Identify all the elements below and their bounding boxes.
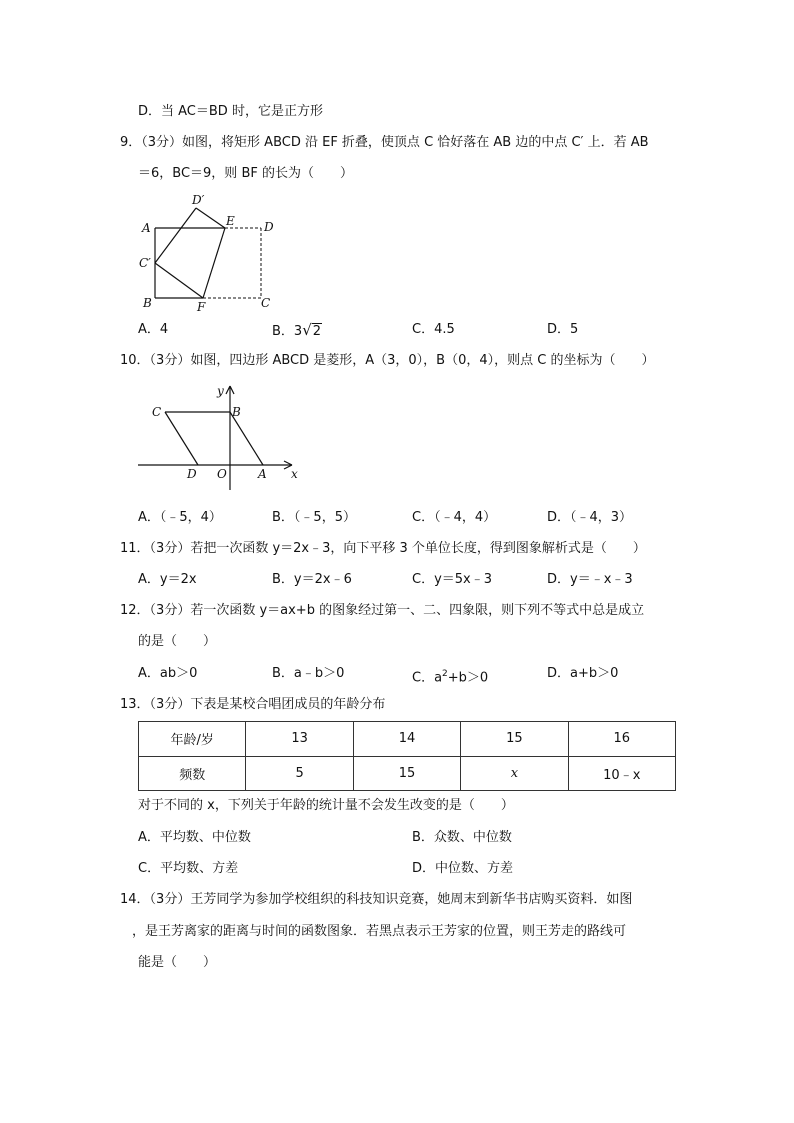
q12-option-c-exponent: 2 (442, 669, 448, 679)
q12-option-c (412, 666, 488, 686)
q12-option-c-prefix: C．a (412, 670, 443, 686)
q11-option-b: B．y＝2x﹣6 (272, 572, 352, 587)
q10-label-b: B (232, 405, 241, 419)
q10-label-a: A (258, 467, 267, 481)
q10-label-y: y (217, 384, 224, 398)
q13-option-b: B．众数、中位数 (412, 830, 512, 845)
q9-label-d1: D′ (192, 193, 205, 207)
q13-stem-line1: 13．（3分）下表是某校合唱团成员的年龄分布 (120, 697, 386, 712)
q10-option-b: B．（﹣5，5） (272, 510, 356, 525)
q9-label-a: A (142, 221, 151, 235)
table-cell: 14 (353, 722, 460, 757)
q9-label-e: E (226, 214, 235, 228)
table-cell: 10﹣x (568, 756, 675, 791)
q9-edge-d1e (196, 208, 225, 228)
table-cell: 频数 (139, 756, 246, 791)
table-cell: x (461, 756, 568, 791)
q10-label-x: x (291, 467, 298, 481)
q9-label-c: C (261, 296, 271, 310)
q10-option-a: A．（﹣5，4） (138, 510, 222, 525)
q10-edge-ba (230, 412, 263, 465)
q10-edge-cd (165, 412, 198, 465)
q13-option-c: C．平均数、方差 (138, 861, 239, 876)
q11-stem-line1: 11．（3分）若把一次函数 y＝2x﹣3，向下平移 3 个单位长度，得到图象解析式是（ ） (120, 541, 646, 556)
q9-option-b-radicand: 2 (312, 324, 322, 339)
age-distribution-table (138, 721, 676, 791)
q11-option-c: C．y＝5x﹣3 (412, 572, 493, 587)
q9-stem-line2: ＝6，BC＝9，则 BF 的长为（ ） (138, 166, 353, 181)
q14-stem-line3: 能是（ ） (138, 955, 217, 970)
q9-edge-fc1 (155, 263, 203, 298)
table-cell: 年龄/岁 (139, 722, 246, 757)
q10-option-d: D．（﹣4，3） (547, 510, 633, 525)
q14-stem-line1: 14．（3分）王芳同学为参加学校组织的科技知识竞赛，她周末到新华书店购买资料．如图 (120, 892, 633, 907)
q12-option-b: B．a﹣b＞0 (272, 666, 345, 681)
q8-option-d: D．当 AC＝BD 时，它是正方形 (138, 104, 323, 119)
q11-option-a: A．y＝2x (138, 572, 197, 587)
q13-stem-line2: 对于不同的 x，下列关于年龄的统计量不会发生改变的是（ ） (138, 798, 514, 813)
q13-option-d: D．中位数、方差 (412, 861, 514, 876)
q12-option-c-suffix: +b＞0 (447, 670, 489, 686)
q9-label-c1: C′ (139, 256, 151, 270)
q9-edge-ef (203, 228, 225, 298)
q10-figure (130, 378, 310, 498)
q10-label-o: O (217, 467, 227, 481)
q10-option-c: C．（﹣4，4） (412, 510, 497, 525)
q12-option-a: A．ab＞0 (138, 666, 198, 681)
q9-label-f: F (197, 300, 206, 314)
q9-option-b-prefix: B．3 (272, 324, 303, 339)
q10-label-c: C (152, 405, 162, 419)
q9-edge-c1d1 (155, 208, 196, 263)
q13-option-a: A．平均数、中位数 (138, 830, 251, 845)
q9-option-d: D．5 (547, 322, 579, 337)
q9-label-d: D (264, 220, 274, 234)
q9-option-c: C．4.5 (412, 322, 455, 337)
q11-option-d: D．y＝﹣x﹣3 (547, 572, 633, 587)
q10-label-d: D (187, 467, 197, 481)
q9-option-a: A．4 (138, 322, 169, 337)
q14-stem-line2: ，是王芳离家的距离与时间的函数图象．若黑点表示王芳家的位置，则王芳走的路线可 (132, 924, 627, 939)
q9-figure (130, 188, 290, 318)
q9-option-b (272, 322, 322, 340)
table-row (139, 722, 676, 757)
table-row (139, 756, 676, 791)
q10-stem-line1: 10．（3分）如图，四边形 ABCD 是菱形，A（3，0），B（0，4），则点 C 的坐标为（ ） (120, 353, 655, 368)
q12-option-d: D．a+b＞0 (547, 666, 619, 681)
table-cell: 16 (568, 722, 675, 757)
q12-stem-line1: 12．（3分）若一次函数 y＝ax+b 的图象经过第一、二、四象限，则下列不等式中总是成立 (120, 603, 645, 618)
sqrt-sign-icon: √ (302, 321, 312, 339)
q9-label-b: B (143, 296, 152, 310)
table-cell: 5 (246, 756, 353, 791)
q12-stem-line2: 的是（ ） (138, 634, 217, 649)
table-cell: 15 (461, 722, 568, 757)
table-cell: 13 (246, 722, 353, 757)
table-cell: 15 (353, 756, 460, 791)
q9-stem-line1: 9．（3分）如图，将矩形 ABCD 沿 EF 折叠，使顶点 C 恰好落在 AB 边的中点 C′ 上．若 AB (120, 135, 649, 150)
